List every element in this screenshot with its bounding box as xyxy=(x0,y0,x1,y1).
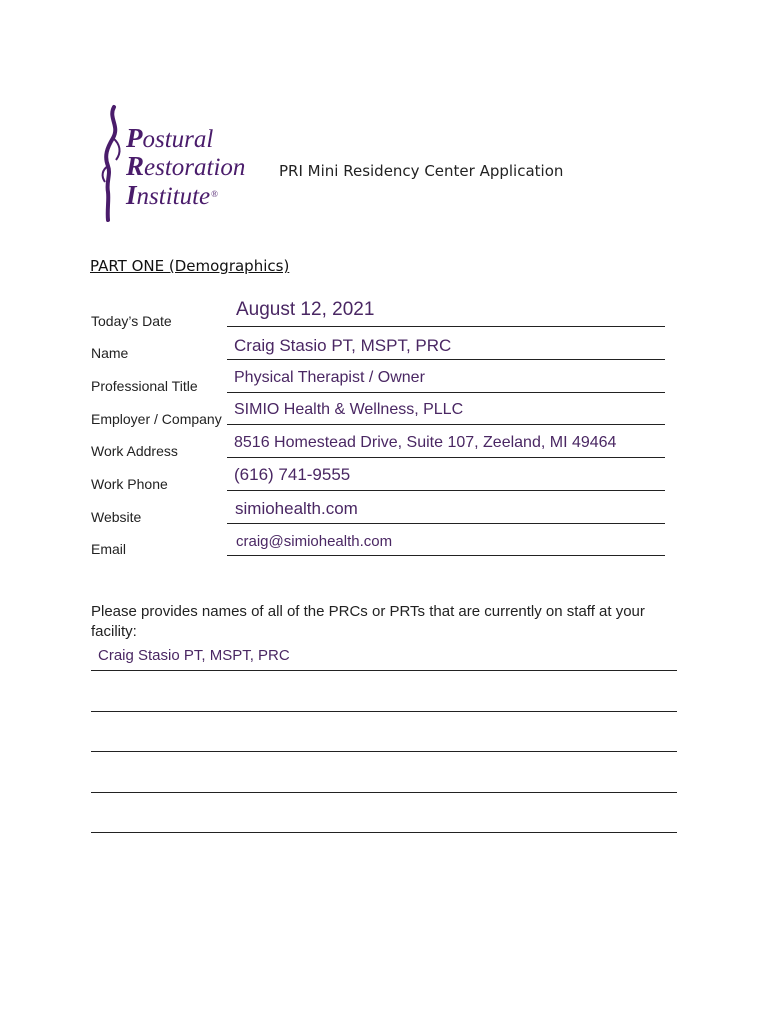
field-label-title: Professional Title xyxy=(91,378,198,394)
field-value-email[interactable]: craig@simiohealth.com xyxy=(236,533,393,550)
logo-line-postural: Postural xyxy=(126,123,214,153)
field-label-email: Email xyxy=(91,541,127,557)
field-underline-name xyxy=(227,359,665,360)
logo-line-restoration: Restoration xyxy=(126,151,246,181)
field-value-website[interactable]: simiohealth.com xyxy=(235,499,358,518)
staff-line-1[interactable] xyxy=(91,670,677,671)
field-label-phone: Work Phone xyxy=(91,476,168,492)
field-value-date[interactable]: August 12, 2021 xyxy=(236,299,375,320)
staff-line-2[interactable] xyxy=(91,711,677,712)
field-underline-title xyxy=(227,392,665,393)
field-underline-address xyxy=(227,457,665,458)
staff-prompt: Please provides names of all of the PRCs or PRTs that are currently on staff at your facility: xyxy=(91,603,645,640)
field-label-website: Website xyxy=(91,509,142,525)
staff-line-4[interactable] xyxy=(91,792,677,793)
field-value-phone[interactable]: (616) 741-9555 xyxy=(234,465,351,484)
field-underline-phone xyxy=(227,490,665,491)
pri-logo xyxy=(98,104,268,224)
logo-line-institute: Institute® xyxy=(126,180,218,210)
field-label-date: Today’s Date xyxy=(91,313,172,329)
staff-line-3[interactable] xyxy=(91,751,677,752)
field-value-employer[interactable]: SIMIO Health & Wellness, PLLC xyxy=(234,401,464,418)
staff-line-5[interactable] xyxy=(91,832,677,833)
part-one-heading: PART ONE (Demographics) xyxy=(90,257,290,275)
field-label-name: Name xyxy=(91,345,129,361)
field-underline-website xyxy=(227,523,665,524)
field-label-address: Work Address xyxy=(91,443,178,459)
staff-entry-1[interactable]: Craig Stasio PT, MSPT, PRC xyxy=(98,647,290,664)
spine-figure-icon xyxy=(98,104,128,224)
application-title: PRI Mini Residency Center Application xyxy=(279,162,564,180)
field-label-employer: Employer / Company xyxy=(91,411,222,427)
field-value-name[interactable]: Craig Stasio PT, MSPT, PRC xyxy=(234,336,452,355)
field-value-address[interactable]: 8516 Homestead Drive, Suite 107, Zeeland, MI 49464 xyxy=(234,434,617,451)
field-value-title[interactable]: Physical Therapist / Owner xyxy=(234,369,425,386)
field-underline-date xyxy=(227,326,665,327)
field-underline-employer xyxy=(227,424,665,425)
field-underline-email xyxy=(227,555,665,556)
